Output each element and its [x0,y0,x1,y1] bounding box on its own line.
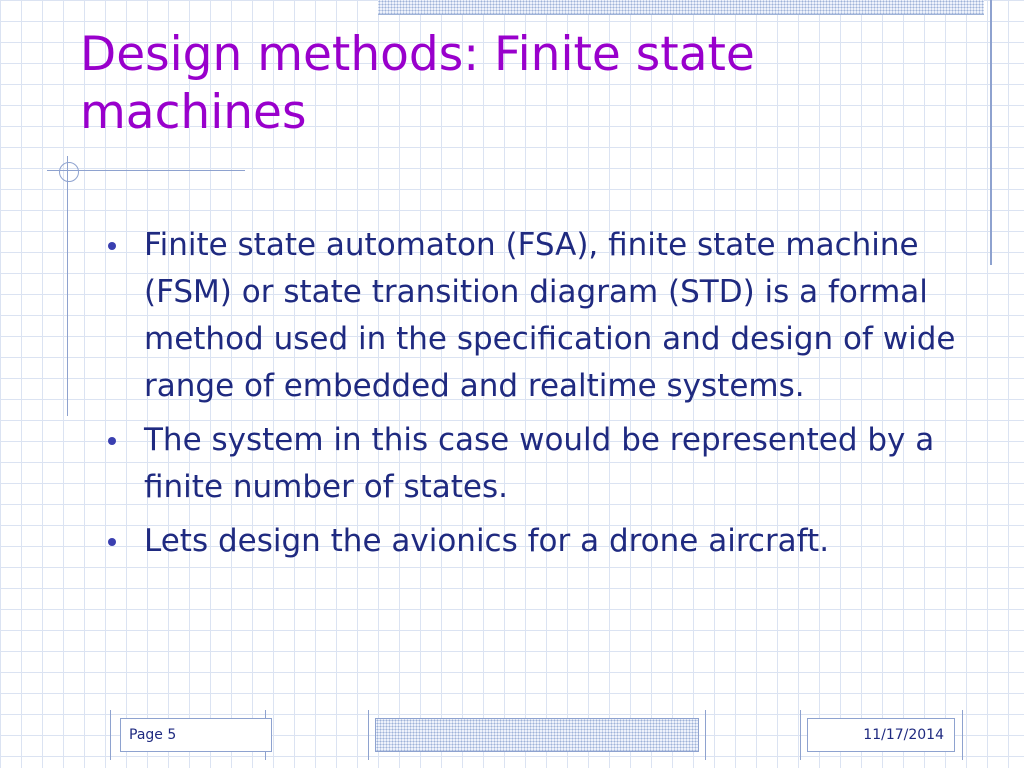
bullet-item [105,222,965,410]
bullet-item [105,518,965,565]
bullet-text: The system in this case would be represented by a finite number of states. [144,422,935,505]
footer-tick [705,710,706,760]
bullet-dot-icon [108,437,116,445]
footer-date: 11/17/2014 [863,727,944,743]
top-decorative-strip [378,0,984,15]
bullet-text: Finite state automaton (FSA), finite state machine (FSM) or state transition diagram (STD) is a formal method used in the specification and design of wide range of embedded and realtime systems. [144,227,956,404]
footer-center-box [375,718,699,752]
footer-tick [800,710,801,760]
footer-page-number [120,718,272,752]
footer-tick [368,710,369,760]
bullet-dot-icon [108,538,116,546]
circle-ornament [59,162,79,182]
bullet-item [105,417,965,511]
page-number-label: Page 5 [129,727,177,743]
slide-title: Design methods: Finite state machines [80,27,755,140]
footer-date-box [807,718,955,752]
right-vertical-rule [990,0,992,265]
bullet-dot-icon [108,242,116,250]
bullet-list [105,222,965,572]
left-vertical-rule [67,156,68,416]
footer-tick [962,710,963,760]
footer-tick [110,710,111,760]
bullet-text: Lets design the avionics for a drone aircraft. [144,523,830,559]
